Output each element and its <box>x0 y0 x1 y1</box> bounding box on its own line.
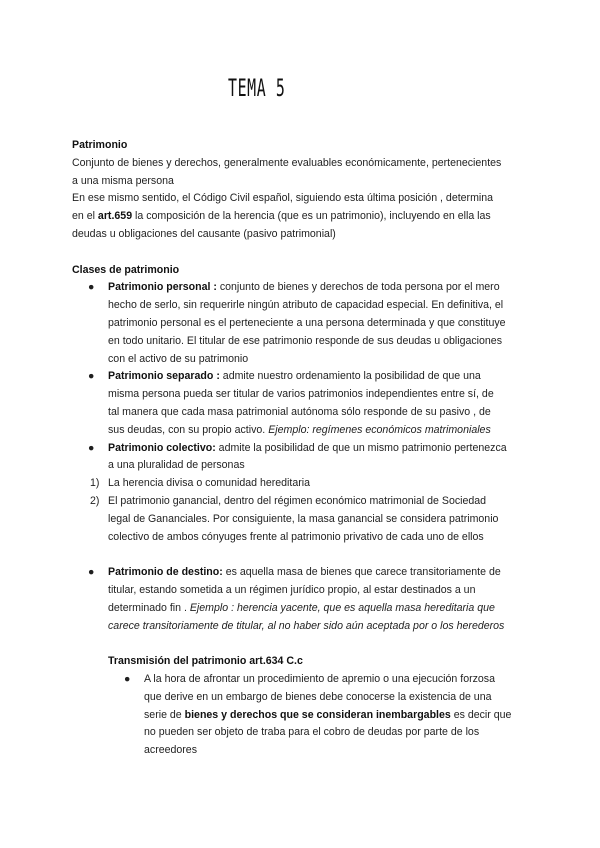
section-heading-transmision: Transmisión del patrimonio art.634 C.c <box>108 655 303 668</box>
bullet-icon: ● <box>88 566 95 579</box>
paragraph-line: a una misma persona <box>72 174 174 187</box>
paragraph-line: deudas u obligaciones del causante (pasivo patrimonial) <box>72 227 336 240</box>
list-item-line: a una pluralidad de personas <box>108 459 245 472</box>
list-item-line: no pueden ser objeto de traba para el cobro de deudas por parte de los <box>144 726 480 739</box>
list-item-colectivo: ● Patrimonio colectivo: admite la posibilidad de que un mismo patrimonio pertenezca <box>72 440 534 458</box>
list-item-line: determinado fin . Ejemplo : herencia yacente, que es aquella masa hereditaria que <box>108 601 495 614</box>
page-title: TEMA 5 <box>228 74 286 102</box>
bullet-icon: ● <box>88 370 95 383</box>
document-body <box>72 137 534 760</box>
paragraph-line: En ese mismo sentido, el Código Civil español, siguiendo esta última posición , determina <box>72 192 494 205</box>
list-item-line: sus deudas, con su propio activo. Ejemplo: regímenes económicos matrimoniales <box>108 423 491 436</box>
list-item-line: tal manera que cada masa patrimonial autónoma sólo responde de su pasivo , de <box>108 405 491 418</box>
paragraph-line: en el art.659 la composición de la herencia (que es un patrimonio), incluyendo en ella las <box>72 210 491 223</box>
bullet-icon: ● <box>88 281 95 294</box>
list-item-line: legal de Gananciales. Por consiguiente, la masa ganancial se considera patrimonio <box>108 512 499 525</box>
list-item-personal: ● Patrimonio personal : conjunto de bienes y derechos de toda persona por el mero <box>72 279 534 297</box>
list-item-line: serie de bienes y derechos que se consideran inembargables es decir que <box>144 708 512 721</box>
paragraph-line: Conjunto de bienes y derechos, generalmente evaluables económicamente, pertenecientes <box>72 156 502 169</box>
numbered-item-1: 1) La herencia divisa o comunidad hereditaria <box>90 477 310 490</box>
list-item-line: con el activo de su patrimonio <box>108 352 249 365</box>
list-item-line: en todo unitario. El titular de ese patrimonio responde de sus deudas u obligaciones <box>108 334 502 347</box>
list-item-destino: ● Patrimonio de destino: es aquella masa de bienes que carece transitoriamente de <box>72 564 534 582</box>
list-item-line: colectivo de ambos cónyuges frente al patrimonio privativo de cada uno de ellos <box>108 530 484 543</box>
bullet-icon: ● <box>88 441 95 454</box>
list-item-line: patrimonio personal es el perteneciente a una persona determinada y que constituye <box>108 316 506 329</box>
list-item-line: misma persona pueda ser titular de varios patrimonios independientes entre sí, de <box>108 388 494 401</box>
list-item-transmision: ● A la hora de afrontar un procedimiento de apremio o una ejecución forzosa <box>72 671 534 689</box>
section-heading-patrimonio: Patrimonio <box>72 139 128 151</box>
list-item-line: carece transitoriamente de titular, al no haber sido aún aceptada por o los herederos <box>108 619 505 632</box>
list-item-line: hecho de serlo, sin requerirle ningún atributo de capacidad especial. En definitiva, el <box>108 299 504 312</box>
numbered-item-2: 2) El patrimonio ganancial, dentro del régimen económico matrimonial de Sociedad <box>90 494 487 507</box>
list-item-line: que derive en un embargo de bienes debe conocerse la existencia de una <box>144 690 492 703</box>
article-reference: art.659 <box>97 210 133 223</box>
section-heading-clases: Clases de patrimonio <box>72 263 180 276</box>
list-item-line: titular, estando sometida a un régimen jurídico propio, al estar destinados a un <box>108 583 476 596</box>
list-item-line: acreedores <box>144 744 197 757</box>
list-item-separado: ● Patrimonio separado : admite nuestro ordenamiento la posibilidad de que una <box>72 368 534 386</box>
bullet-icon: ● <box>124 672 131 685</box>
